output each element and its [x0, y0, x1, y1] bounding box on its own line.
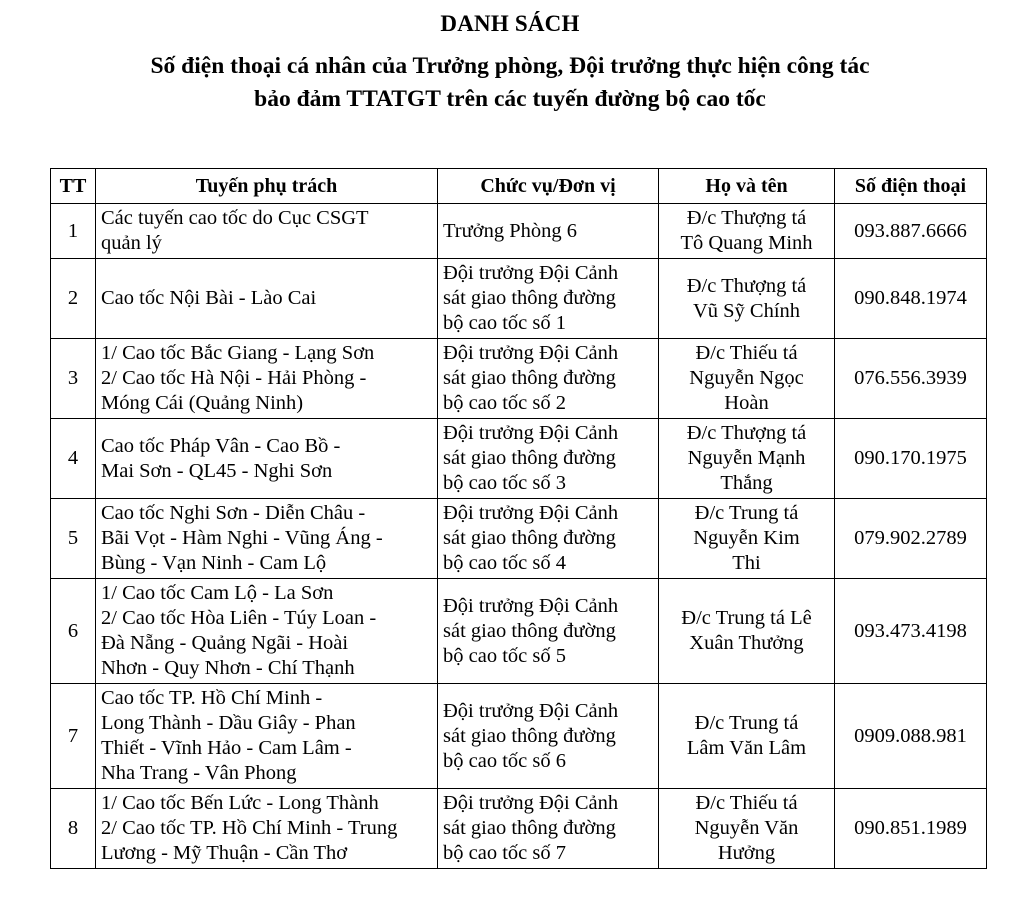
column-header-route: Tuyến phụ trách — [96, 169, 438, 204]
cell-route-line: 2/ Cao tốc Hà Nội - Hải Phòng - — [101, 367, 367, 389]
cell-route — [96, 419, 438, 499]
table-row — [51, 789, 987, 869]
document-subtitle — [70, 50, 950, 117]
cell-route-line: Đà Nẵng - Quảng Ngãi - Hoài — [101, 632, 349, 654]
cell-name-line: Nguyễn Văn — [694, 817, 799, 839]
cell-route-line: quản lý — [101, 232, 162, 254]
cell-phone: 090.851.1989 — [835, 789, 987, 869]
cell-position-line: Trưởng Phòng 6 — [443, 219, 577, 242]
cell-position-line: Đội trưởng Đội Cảnh — [443, 262, 619, 284]
cell-name-line: Nguyễn Kim — [693, 527, 800, 549]
column-header-phone: Số điện thoại — [835, 169, 987, 204]
cell-route — [96, 789, 438, 869]
cell-phone: 093.473.4198 — [835, 579, 987, 684]
cell-route-line: Cao tốc Nội Bài - Lào Cai — [101, 287, 317, 309]
phone-list-table-container — [50, 168, 986, 869]
cell-position-line: sát giao thông đường — [443, 619, 616, 642]
cell-route — [96, 499, 438, 579]
cell-position — [438, 789, 659, 869]
cell-name — [659, 684, 835, 789]
cell-route-line: 2/ Cao tốc TP. Hồ Chí Minh - Trung — [101, 817, 398, 839]
cell-position-line: bộ cao tốc số 3 — [443, 472, 566, 494]
cell-index: 8 — [51, 789, 96, 869]
cell-route-line: Long Thành - Dầu Giây - Phan — [101, 712, 356, 734]
cell-position-line: bộ cao tốc số 6 — [443, 749, 566, 772]
cell-name — [659, 204, 835, 259]
cell-route — [96, 259, 438, 339]
cell-position-line: sát giao thông đường — [443, 367, 616, 389]
cell-route-line: Nhơn - Quy Nhơn - Chí Thạnh — [101, 657, 355, 679]
cell-name-line: Đ/c Thiếu tá — [695, 342, 798, 364]
cell-name-line: Thi — [732, 552, 761, 574]
cell-index: 1 — [51, 204, 96, 259]
cell-name-line: Nguyễn Mạnh — [687, 447, 806, 469]
cell-position-line: sát giao thông đường — [443, 817, 616, 839]
cell-position — [438, 204, 659, 259]
table-row — [51, 499, 987, 579]
cell-name — [659, 419, 835, 499]
cell-route-line: 1/ Cao tốc Bắc Giang - Lạng Sơn — [101, 342, 375, 364]
cell-name-line: Hưởng — [717, 842, 776, 864]
cell-position — [438, 259, 659, 339]
cell-phone: 093.887.6666 — [835, 204, 987, 259]
cell-name-line: Thắng — [720, 472, 773, 494]
cell-name-line: Hoàn — [724, 392, 769, 414]
cell-route-line: Cao tốc TP. Hồ Chí Minh - — [101, 687, 323, 709]
cell-position-line: Đội trưởng Đội Cảnh — [443, 792, 619, 814]
cell-route — [96, 684, 438, 789]
cell-name — [659, 579, 835, 684]
cell-position-line: Đội trưởng Đội Cảnh — [443, 502, 619, 524]
cell-position-line: sát giao thông đường — [443, 527, 616, 549]
cell-name-line: Đ/c Thượng tá — [686, 207, 807, 229]
cell-name-line: Đ/c Thiếu tá — [695, 792, 798, 814]
cell-name-line: Đ/c Trung tá — [694, 712, 799, 734]
cell-name-line: Đ/c Trung tá — [694, 502, 799, 524]
document-subtitle-line-2: bảo đảm TTATGT trên các tuyến đường bộ cao tốc — [254, 86, 766, 113]
cell-position-line: Đội trưởng Đội Cảnh — [443, 594, 619, 617]
document-title: DANH SÁCH — [440, 11, 580, 36]
cell-name-line: Nguyễn Ngọc — [689, 367, 804, 389]
cell-phone: 079.902.2789 — [835, 499, 987, 579]
table-row — [51, 259, 987, 339]
cell-route-line: Cao tốc Nghi Sơn - Diễn Châu - — [101, 502, 366, 524]
cell-index: 6 — [51, 579, 96, 684]
cell-name-line: Tô Quang Minh — [680, 232, 813, 254]
table-row — [51, 339, 987, 419]
cell-position-line: Đội trưởng Đội Cảnh — [443, 699, 619, 722]
cell-position-line: bộ cao tốc số 7 — [443, 842, 566, 864]
cell-position-line: bộ cao tốc số 5 — [443, 644, 566, 667]
cell-name-line: Lâm Văn Lâm — [686, 737, 807, 759]
cell-name — [659, 339, 835, 419]
cell-name-line: Xuân Thưởng — [689, 632, 804, 654]
table-row — [51, 684, 987, 789]
cell-phone: 076.556.3939 — [835, 339, 987, 419]
cell-route — [96, 339, 438, 419]
cell-position-line: sát giao thông đường — [443, 287, 616, 309]
cell-route-line: Mai Sơn - QL45 - Nghi Sơn — [101, 459, 333, 482]
table-header-row — [51, 169, 987, 204]
document-subtitle-line-1: Số điện thoại cá nhân của Trưởng phòng, Đội trưởng thực hiện công tác — [150, 52, 870, 79]
cell-position — [438, 339, 659, 419]
cell-name — [659, 259, 835, 339]
cell-position — [438, 579, 659, 684]
cell-name — [659, 499, 835, 579]
cell-position-line: bộ cao tốc số 2 — [443, 392, 566, 414]
cell-position-line: bộ cao tốc số 1 — [443, 312, 566, 334]
cell-position — [438, 419, 659, 499]
cell-position-line: Đội trưởng Đội Cảnh — [443, 342, 619, 364]
cell-position — [438, 684, 659, 789]
table-row — [51, 204, 987, 259]
cell-phone: 090.848.1974 — [835, 259, 987, 339]
table-row — [51, 419, 987, 499]
table-body — [51, 204, 987, 869]
cell-route-line: Lương - Mỹ Thuận - Cần Thơ — [101, 842, 348, 864]
cell-position — [438, 499, 659, 579]
cell-phone: 0909.088.981 — [835, 684, 987, 789]
table-row — [51, 579, 987, 684]
cell-index: 7 — [51, 684, 96, 789]
cell-name-line: Vũ Sỹ Chính — [692, 299, 801, 322]
cell-route-line: Các tuyến cao tốc do Cục CSGT — [101, 207, 369, 229]
column-header-name: Họ và tên — [659, 169, 835, 204]
cell-position-line: sát giao thông đường — [443, 724, 616, 747]
cell-route-line: Móng Cái (Quảng Ninh) — [101, 392, 304, 414]
cell-route-line: Cao tốc Pháp Vân - Cao Bồ - — [101, 434, 341, 457]
column-header-position: Chức vụ/Đơn vị — [438, 169, 659, 204]
cell-route-line: 1/ Cao tốc Bến Lức - Long Thành — [101, 792, 379, 814]
cell-index: 2 — [51, 259, 96, 339]
cell-position-line: sát giao thông đường — [443, 447, 616, 469]
cell-route-line: 1/ Cao tốc Cam Lộ - La Sơn — [101, 582, 334, 604]
cell-route — [96, 204, 438, 259]
cell-phone: 090.170.1975 — [835, 419, 987, 499]
cell-route-line: Thiết - Vĩnh Hảo - Cam Lâm - — [101, 737, 352, 759]
cell-name — [659, 789, 835, 869]
cell-index: 4 — [51, 419, 96, 499]
cell-route-line: Bùng - Vạn Ninh - Cam Lộ — [101, 552, 327, 574]
column-header-tt: TT — [51, 169, 96, 204]
phone-list-table — [50, 168, 987, 869]
cell-route-line: Bãi Vọt - Hàm Nghi - Vũng Áng - — [101, 527, 383, 549]
cell-position-line: bộ cao tốc số 4 — [443, 552, 566, 574]
cell-route — [96, 579, 438, 684]
cell-index: 3 — [51, 339, 96, 419]
cell-name-line: Đ/c Thượng tá — [686, 422, 807, 444]
cell-position-line: Đội trưởng Đội Cảnh — [443, 422, 619, 444]
cell-name-line: Đ/c Trung tá Lê — [681, 607, 812, 629]
cell-route-line: 2/ Cao tốc Hòa Liên - Túy Loan - — [101, 607, 377, 629]
document-heading — [0, 0, 1020, 116]
cell-index: 5 — [51, 499, 96, 579]
cell-route-line: Nha Trang - Vân Phong — [101, 762, 297, 784]
cell-name-line: Đ/c Thượng tá — [686, 274, 807, 297]
